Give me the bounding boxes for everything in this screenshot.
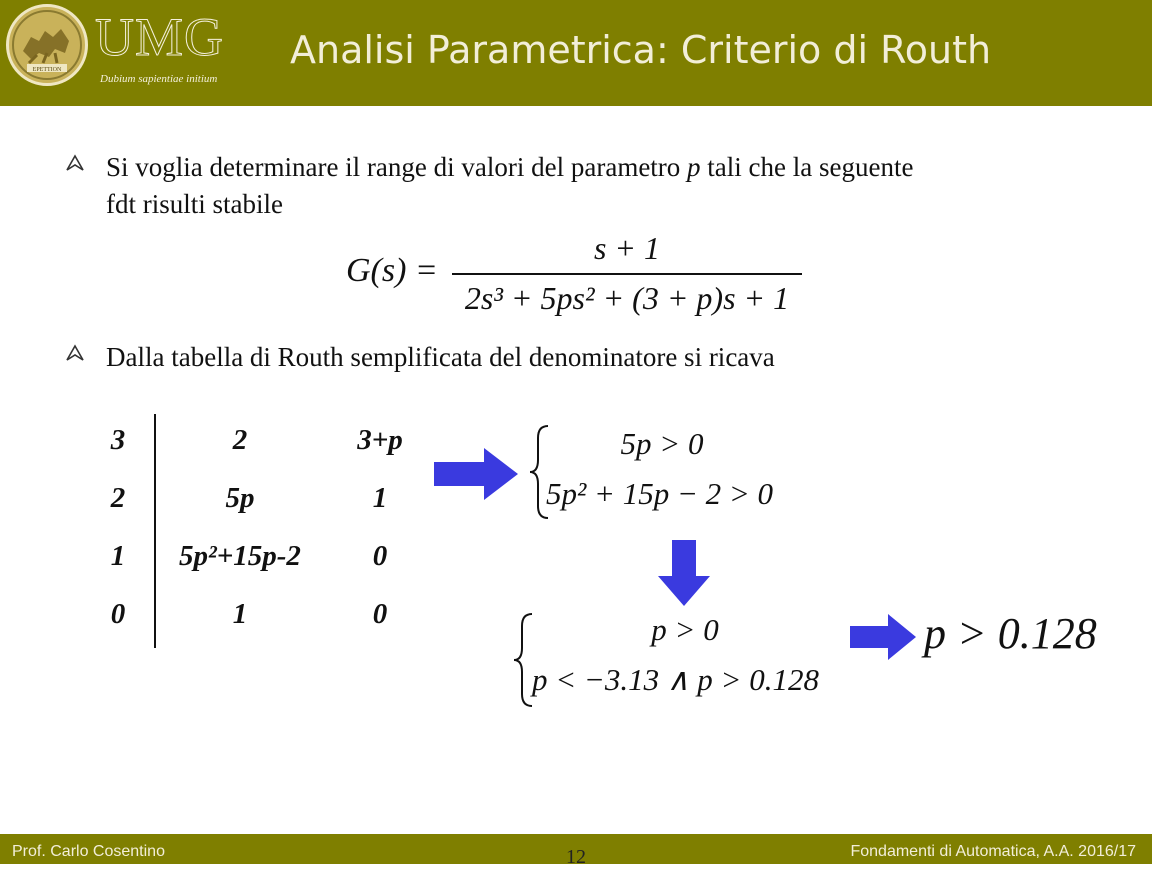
- routh-cell: 5p: [225, 482, 255, 514]
- routh-cell: 5p²+15p-2: [179, 540, 301, 572]
- arrow-right-icon: [434, 446, 520, 502]
- condition-1-line1: 5p > 0: [620, 426, 704, 461]
- bullet-1-var: p: [687, 152, 701, 182]
- slide-title: Analisi Parametrica: Criterio di Routh: [290, 28, 992, 72]
- bullet-2-text: Dalla tabella di Routh semplificata del denominatore si ricava: [106, 342, 775, 372]
- condition-2-line1: p > 0: [651, 612, 719, 647]
- page-number: 12: [566, 846, 586, 868]
- routh-row-index: 1: [110, 540, 126, 572]
- fraction-bar: [452, 273, 802, 275]
- university-motto: Dubium sapientiae initium: [100, 73, 218, 85]
- bullet-1-line2: fdt risulti stabile: [106, 189, 283, 219]
- footer-course: Fondamenti di Automatica, A.A. 2016/17: [850, 843, 1136, 860]
- condition-2-line2: p < −3.13 ∧ p > 0.128: [532, 662, 819, 697]
- final-result: p > 0.128: [924, 609, 1097, 658]
- routh-row-index: 3: [110, 424, 126, 456]
- routh-table-divider: [154, 414, 156, 648]
- bullet-icon: [65, 344, 85, 367]
- routh-cell: 0: [372, 540, 388, 572]
- routh-cell: 1: [232, 598, 248, 630]
- arrow-down-icon: [656, 540, 712, 608]
- routh-row-index: 2: [110, 482, 126, 514]
- bullet-1-text: [106, 149, 1066, 223]
- routh-row-index: 0: [110, 598, 126, 630]
- bullet-1-pre: Si voglia determinare il range di valori del parametro: [106, 152, 688, 182]
- seal-text: EPETTION: [32, 67, 62, 73]
- routh-cell: 1: [372, 482, 388, 514]
- routh-cell: 2: [232, 424, 248, 456]
- footer-author: Prof. Carlo Cosentino: [12, 843, 165, 860]
- formula-lhs: G(s) =: [346, 252, 438, 289]
- bullet-1-post: tali che la seguente: [700, 152, 914, 182]
- university-wordmark: UMG: [95, 7, 225, 67]
- bullet-icon: [65, 154, 85, 177]
- routh-cell: 0: [372, 598, 388, 630]
- routh-cell: 3+p: [357, 424, 403, 456]
- condition-1-line2: 5p² + 15p − 2 > 0: [546, 476, 774, 511]
- formula-denominator: 2s³ + 5ps² + (3 + p)s + 1: [464, 280, 790, 316]
- arrow-right-icon: [850, 612, 918, 662]
- formula-numerator: s + 1: [593, 230, 661, 266]
- university-seal-logo: [6, 4, 88, 86]
